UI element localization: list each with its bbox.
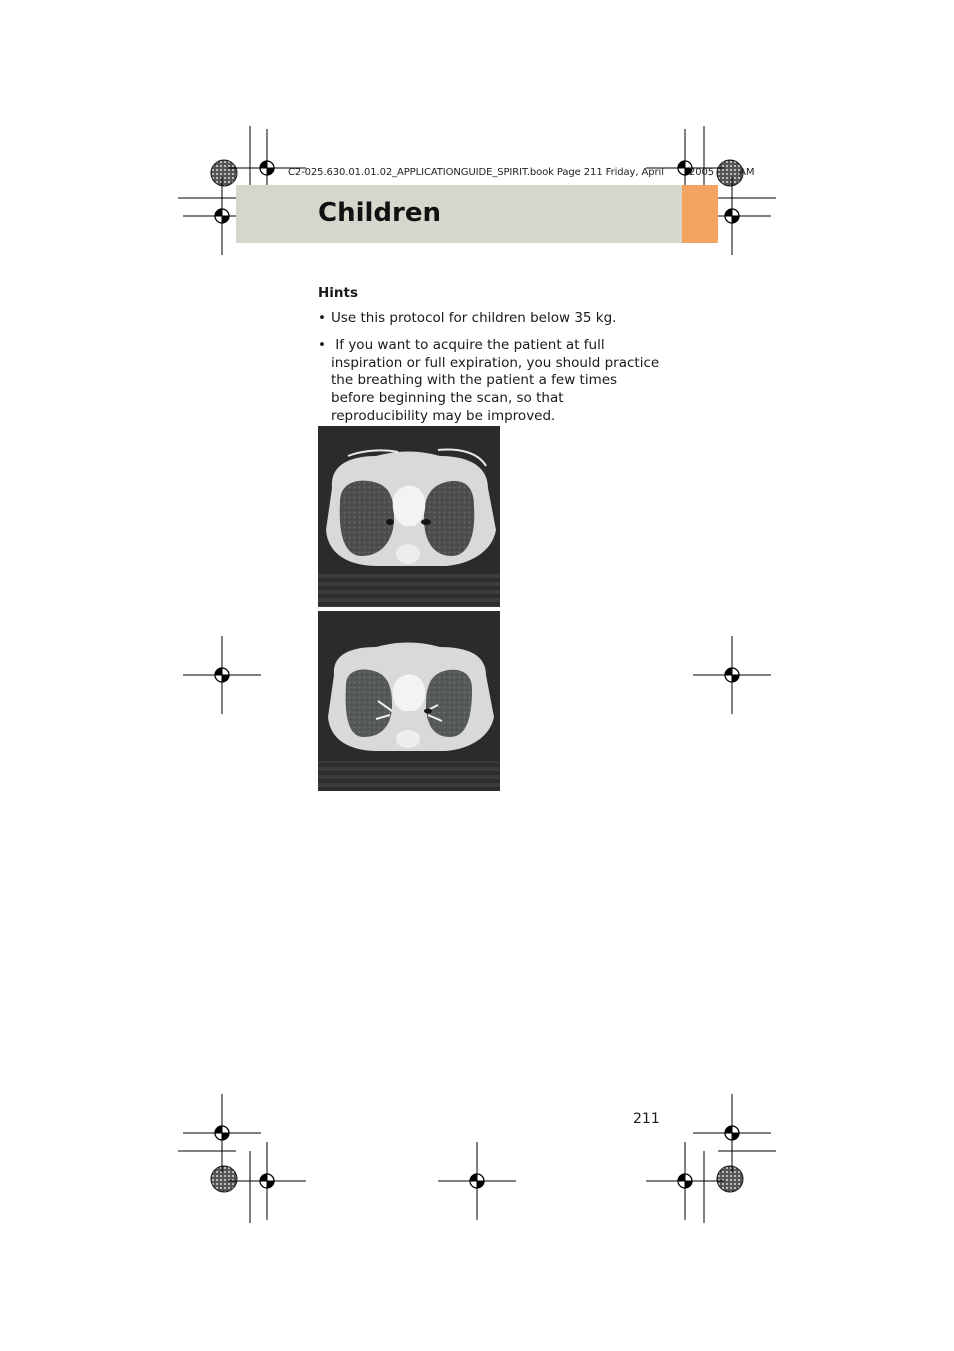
crosshair-bottom-3-icon: [646, 1142, 724, 1220]
crosshair-bottom-2-icon: [438, 1142, 516, 1220]
slug-text-3: AM: [739, 167, 755, 178]
hints-list: [318, 310, 663, 435]
ct-scan-image-expiration: [318, 611, 500, 791]
starburst-bottom-right-icon: [717, 1166, 743, 1192]
bullet-icon: •: [318, 336, 326, 353]
crosshair-mid-right-icon: [693, 636, 771, 714]
section-tab-marker: [682, 185, 718, 243]
crosshair-mid-left-icon: [183, 636, 261, 714]
slug-text-2: 2005: [688, 167, 715, 178]
ct-scan-image-inspiration: [318, 426, 500, 607]
section-title-band: [236, 185, 682, 243]
hints-heading: Hints: [318, 285, 359, 301]
starburst-bottom-left-icon: [211, 1166, 237, 1192]
starburst-top-left-icon: [211, 160, 237, 186]
hint-text: If you want to acquire the patient at full inspiration or full expiration, you should practice the breathing with the patient a few times before beginning the scan, so that reproducibility may be improved.: [331, 336, 664, 424]
crosshair-lower-right-icon: [693, 1094, 771, 1172]
crosshair-bottom-1-icon: [228, 1142, 306, 1220]
hint-text: Use this protocol for children below 35 kg.: [331, 310, 617, 326]
crosshair-lower-left-icon: [183, 1094, 261, 1172]
page-title: Children: [318, 198, 441, 228]
print-slug: [288, 167, 754, 178]
list-item: [318, 310, 663, 328]
list-item: [318, 337, 663, 426]
slug-text-1: C2-025.630.01.01.02_APPLICATIONGUIDE_SPIRIT.book Page 211 Friday, April: [288, 167, 664, 178]
page-number: 211: [633, 1111, 660, 1127]
bullet-icon: •: [318, 310, 326, 326]
